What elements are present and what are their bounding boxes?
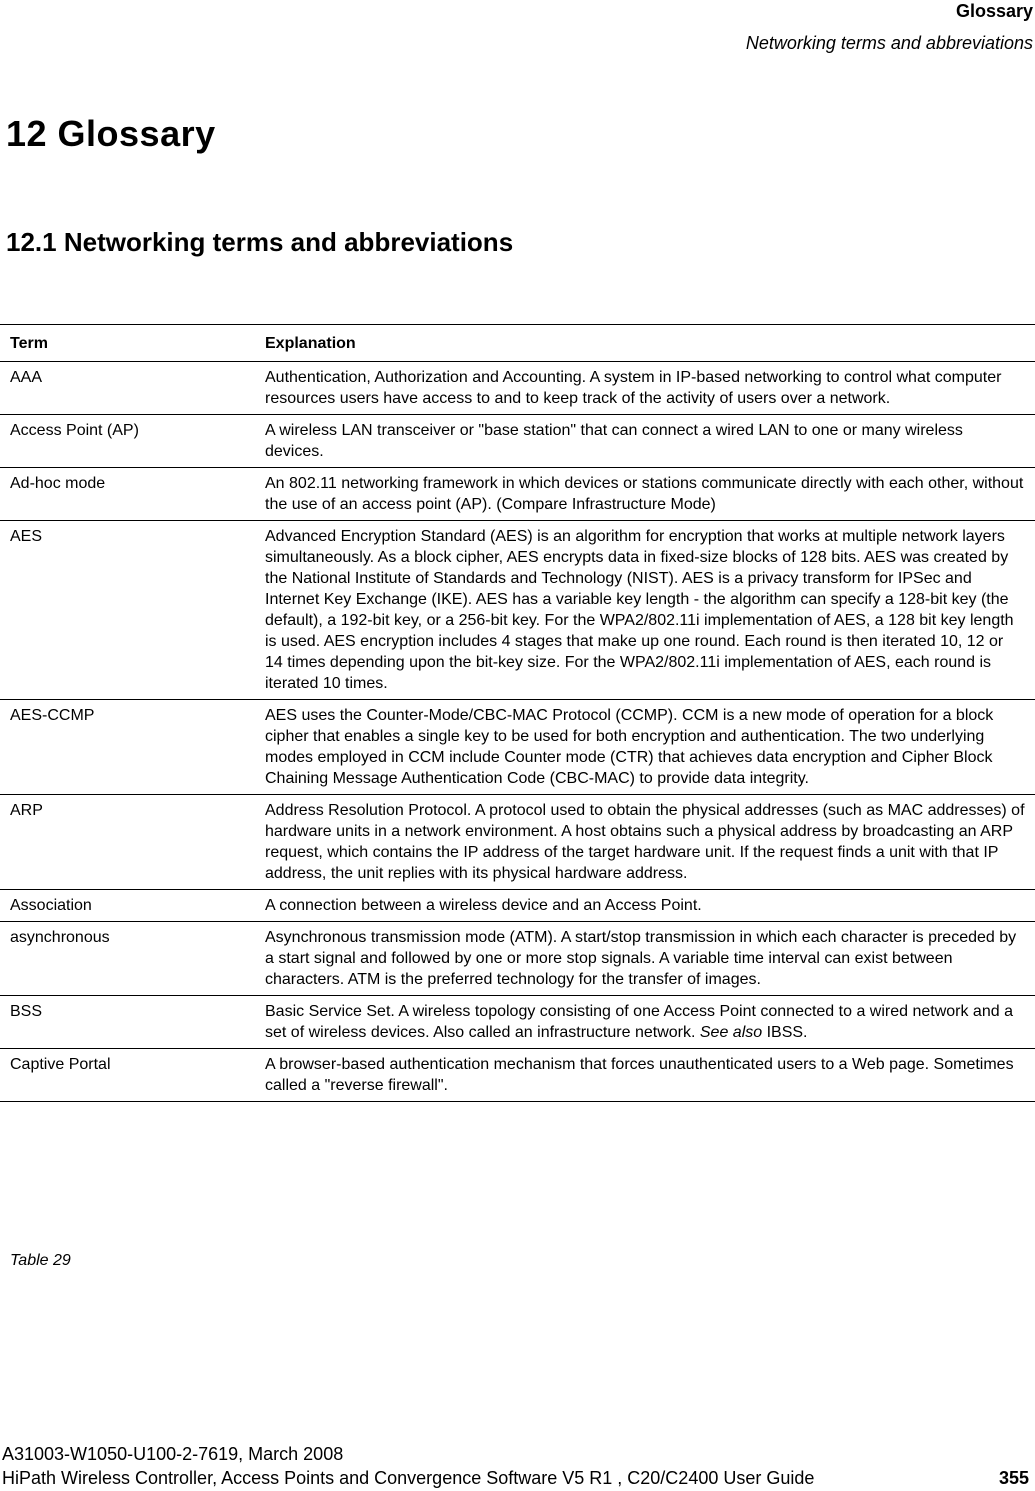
term-cell: AAA xyxy=(0,362,255,415)
explanation-cell: Asynchronous transmission mode (ATM). A start/stop transmission in which each character is preceded by a start signal and followed by one or more stop signals. A variable time interval can exist between characters. ATM is the preferred technology for the transfer of images. xyxy=(255,922,1035,996)
table-row xyxy=(0,922,1035,996)
footer-doc-title: HiPath Wireless Controller, Access Points and Convergence Software V5 R1 , C20/C2400 User Guide xyxy=(2,1468,815,1488)
page-number: 355 xyxy=(998,1468,1029,1488)
explanation-cell xyxy=(255,996,1035,1049)
see-also-target: IBSS. xyxy=(766,1024,808,1041)
footer-doc-id: A31003-W1050-U100-2-7619, March 2008 xyxy=(2,1444,344,1464)
explanation-text: Basic Service Set. A wireless topology consisting of one Access Point connected to a wired network and a set of wireless devices. Also called an infrastructure network. xyxy=(265,1003,1013,1041)
footer-line xyxy=(2,1466,1035,1490)
page-footer xyxy=(0,1442,1035,1490)
chapter-title: 12 Glossary xyxy=(6,113,216,154)
table-row xyxy=(0,362,1035,415)
term-cell: BSS xyxy=(0,996,255,1049)
table-row xyxy=(0,795,1035,890)
explanation-cell: A browser-based authentication mechanism that forces unauthenticated users to a Web page. Sometimes called a "reverse firewall". xyxy=(255,1049,1035,1102)
glossary-table xyxy=(0,324,1035,1102)
term-cell: AES-CCMP xyxy=(0,700,255,795)
table-row xyxy=(0,996,1035,1049)
running-header-subtitle: Networking terms and abbreviations xyxy=(745,33,1033,53)
column-header-explanation: Explanation xyxy=(255,325,1035,362)
explanation-cell: A connection between a wireless device and an Access Point. xyxy=(255,890,1035,922)
term-cell: Captive Portal xyxy=(0,1049,255,1102)
table-row xyxy=(0,1049,1035,1102)
see-also-label: See also xyxy=(699,1024,763,1041)
section-title: 12.1 Networking terms and abbreviations xyxy=(6,227,514,257)
term-cell: AES xyxy=(0,521,255,700)
table-header-row xyxy=(0,325,1035,362)
explanation-cell: An 802.11 networking framework in which devices or stations communicate directly with each other, without the use of an access point (AP). (Compare Infrastructure Mode) xyxy=(255,468,1035,521)
table-row xyxy=(0,415,1035,468)
explanation-cell: Advanced Encryption Standard (AES) is an algorithm for encryption that works at multiple network layers simultaneously. As a block cipher, AES encrypts data in fixed-size blocks of 128 bits. AES was created by the National Institute of Standards and Technology (NIST). AES is a privacy transform for IPSec and Internet Key Exchange (IKE). AES has a variable key length - the algorithm can specify a 128-bit key (the default), a 192-bit key, or a 256-bit key. For the WPA2/802.11i implementation of AES, a 128 bit key length is used. AES encryption includes 4 stages that make up one round. Each round is then iterated 10, 12 or 14 times depending upon the bit-key size. For the WPA2/802.11i implementation of AES, each round is iterated 10 times. xyxy=(255,521,1035,700)
table-caption: Table 29 xyxy=(10,1252,71,1269)
term-cell: asynchronous xyxy=(0,922,255,996)
explanation-cell: Address Resolution Protocol. A protocol used to obtain the physical addresses (such as MAC addresses) of hardware units in a network environment. A host obtains such a physical address by broadcasting an ARP request, which contains the IP address of the target hardware unit. If the request finds a unit with that IP address, the unit replies with its physical hardware address. xyxy=(255,795,1035,890)
running-header xyxy=(746,0,1033,54)
column-header-term: Term xyxy=(0,325,255,362)
term-cell: ARP xyxy=(0,795,255,890)
table-row xyxy=(0,468,1035,521)
table-row xyxy=(0,890,1035,922)
explanation-cell: A wireless LAN transceiver or "base station" that can connect a wired LAN to one or many wireless devices. xyxy=(255,415,1035,468)
term-cell: Ad-hoc mode xyxy=(0,468,255,521)
term-cell: Association xyxy=(0,890,255,922)
running-header-title: Glossary xyxy=(955,1,1033,21)
term-cell: Access Point (AP) xyxy=(0,415,255,468)
table-row xyxy=(0,700,1035,795)
explanation-cell: Authentication, Authorization and Accounting. A system in IP-based networking to control what computer resources users have access to and to keep track of the activity of users over a network. xyxy=(255,362,1035,415)
explanation-cell: AES uses the Counter-Mode/CBC-MAC Protocol (CCMP). CCM is a new mode of operation for a block cipher that enables a single key to be used for both encryption and authentication. The two underlying modes employed in CCM include Counter mode (CTR) that achieves data encryption and Cipher Block Chaining Message Authentication Code (CBC-MAC) to provide data integrity. xyxy=(255,700,1035,795)
table-row xyxy=(0,521,1035,700)
